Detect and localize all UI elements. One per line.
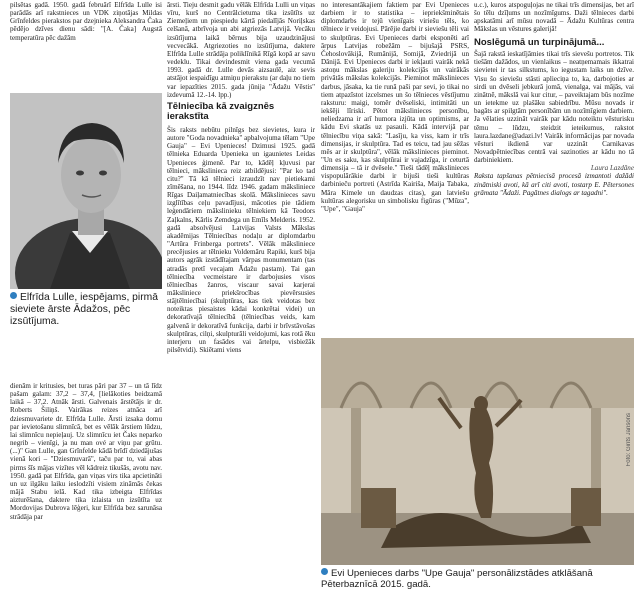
caption-bullet-icon bbox=[321, 568, 328, 575]
paragraph-text: dienām ir kritusies, bet turas pāri par 37 – un tā līdz pašam galam: 37,2 – 37,4, [lielākoties beidzamā laikā – 37,2. Atnāk ārsti. Galvenais ārstētājs ir dr. Roberts Šiliņš. Vairākas reizes atnāca arī dziesmuvariete dr. Elfrīda Lulle. Ārsti izsaka domu par ievietošanu slimnīcā, bet es vēlāk ārstiem lūdzu, lai slimnīcu nepieļauj. Uz slimnīcu iet Čaks neparko negrib – vienīgi, ja nu man ové ar viņu par grūtu. (...)" Gan Lulle, gan Grīnfelde kādā brīdī dziedājušas vienā kori – "Dziesmuvarā", taču par to, vai abas pirms šīs mājas vizītes vēl kādreiz tikušās, avotu nav. 1950. gadā pat Elfrīda, gan viņas virs tika apcietināti un uz ilgāku laiku ieslodzīti visiem zināmās čekas mājā Stabu ielā. Kad tika izbeigta Elfrīdas aizturēšana, daktere tika izlaista un izsūtīta uz Mordovijas Dubrova lēģeri, kur Elfrīda bez sarunāsa strādāja par bbox=[10, 382, 162, 521]
exhibition-hall-illustration bbox=[321, 338, 634, 565]
portrait-illustration bbox=[10, 93, 162, 289]
paragraph-text: ārsti. Tieju desmit gadu vēlāk Elfrīda Lulli un viņas vīru, kurš no Centrālcietuma tika izsūtīts uz Ziemeļiem un piespiedu kārtā piedalījās Noriļskas celšanā, atbrīvoja un abi atgriezās Latvijā. Vecāku izsūtījuma laikā bērnus bija uzaudzinājusi vecvecākā. Atgriezoties no izsūtījuma, daktere Elfrīda Lulle strādāja poliklīnikā Rīgā kopā ar savu vedeklu. Tikai devindesmit viena gada vecumā 1993. gadā dr. Lulle devās aizsaulē, aiz sevis atstājot iespaidīgu atmiņu pierakstu (ar daļu no tiem var iepazīties 2015. gada jūnija "Ādažu Vēstis" izdevumā 12.-14. lpp.) bbox=[167, 1, 315, 99]
paragraph-text: pilsētas gadā. 1950. gadā februārī Elfrīda Lulle isi parādās arī rakstnieces un VDK ziņotājas Mildas Grīnfeldes pierakstos par dzejnieka Aleksandra Čaka pēdējo dzīves dienu sādi: "[A. Čaka] Augstā temperatūra pēc dažām bbox=[10, 1, 162, 42]
paragraph-text: u.c.), kuros atspoguļojas ne tikai trīs dimensijas, bet arī šo tēlu dzīļums un nozīmīgums. Daži tēlnieces darbi apskatāmi arī mūsu novadā – Ādažu Kultūras centra Mākslas un vēstures galerijā! bbox=[474, 1, 634, 34]
exhibition-photo-upe-gauja bbox=[321, 338, 634, 565]
article-column-1-bottom bbox=[10, 382, 162, 597]
portrait-photo-elfrida-lulle bbox=[10, 93, 162, 289]
portrait-caption bbox=[10, 292, 162, 328]
sources-note: Raksta tapšanas pētniecisā procesā izmantoti dažādi zinātniski avoti, kā arī citi avoti, tostarp E. Pētersones grāmata "Ādaži. Pagātnes dialogs ar tagadni". bbox=[474, 172, 634, 197]
exhibition-caption bbox=[321, 568, 634, 590]
photo-credit: Foto: Gints Jansons bbox=[626, 413, 632, 467]
author-byline: Laura Lazdāne bbox=[590, 164, 634, 173]
exhibition-caption-text: Evi Upenieces darbs "Upe Gauja" personālizstādes atklāšanā Pēterbaznīcā 2015. gadā. bbox=[321, 568, 593, 590]
paragraph-text: no interesantākajiem faktiem par Evi Upenieces darbiem ir to statistika – iepriekšminētais diplomdarbs ir tejū vienīgais viriešu tēls, ko tēlniece ir veidojusi. Pārējie darbi ir sieviešu tēli vai to skulptūras. Evi Upenieces darbi eksponēti arī ārpus Latvijas robežām – bijušajā PSRS, Čehoslovākijā, Rumānijā, Somijā, Zviedrijā un Dānijā. Evi Upenieces darbi ir iekļauti vairāk nekā astoņu mākslas galeriju kolekcijās un vairākās privātās mākslas kolekcijās. Pieminot mākslinieces darbus, jāsaka, ka tie runā paši par sevi, jo tikai no tiem atpazīstot izcelsmes un šo tēlnieces vēstījumu raksturu: maigi, tomēr dvēseliski, intimitāti un iekšēji līriski. Pētot mākslinieces personību, neliedzama ir arī humora izjūta un optimisms, ar kādu Evi skatās uz pasauli. Kādā intervijā par tēlniecību viņa sakā: "Lasīju, ka viss, kam ir trīs dimensijas, ir skulptūra. Tad es teicu, tad jau sēžas mēs ar ir skulptūra", vēlāk mākslinieces pieminot. "Un es saku, kas skulptūrai ir vajadzīga, ir ceturtā dimensija – tā ir dvēsele." Tieši tādēļ mākslinieces vispopulārākie darbi ir bijuši tieši kultūras darbinieču portreti (Astrīda Kairiša, Maija Tabaka, Māra Kimele un daudzas citas), gan latviešu kultūras alegorisku un simbolisku figūras ("Mūza", "Upe", "Gauja" bbox=[321, 1, 469, 213]
section-heading-conclusion: Noslēgumā un turpinājumā... bbox=[474, 36, 605, 48]
paragraph-text: Šis raksts nebūtu pilnīgs bez sievietes, kura ir autore "Goda novadnieka" apbalvojuma tēlam "Upe Gauja" – Evi Upenieces! Dzimusi 1925. gadā tēlnieka Eduarda Upenieka un igaunietes Leidas Upenieces ģimenē. Par to, kādēļ kļuvusi par tēlnieci, mākslinieca reiz atbildējusi: "Par ko tad citu?" Tā kā tēlnieci izraudzīt nav pietiekami zīmēšana, no 1944. līdz 1946. gadam māksliniece Rīgas Daiļamatniecības skolā. Mākslinieces savu izglītības ceļu pavadījusi, mācoties pie tādiem leģendāriem mākslinieku tēlniekiem kā Teodors Zaļkalns, Kārlis Zemdega un Emīls Melderis. 1952. gadā absolvējusi Latvijas Valsts Mākslas akadēmijas Tēlniecības nodaļu ar diplomdarbu "Artūra Frinberga portrets". Vēlāk māksliniece precējusies ar tēlnieku Voldemāru Rapiki, kurš bija autors agrāk izstādītajam vārpas monumentam (tas atradās pretī vecajam Ādažu pastam). Tai gan tēlniecība vecmeistare ir darbojusies visos tēlniecības žanros, viscaur savai karjerai māksliniece priekšrocības pievērsusies stājtēlniecībai (skulptūras, kas tiek veidotas bez noteiktas piesaistes kādai konkrētai videi) un dekoratīvajā tēlniecībā (tēlniecības veids, kam galvenā ir dekoratīvā funkcija, darbi ir brīvstāvošas skulptūras, cilņi, skulpturāli veidojumi, kas rotā ēku interjeru un fasādes vai ārtelpu, visbiežāk pilsētvidi). Skiētami viens bbox=[167, 125, 315, 355]
paragraph-text: Šajā rakstā ieskatījāmies tikai trīs sievešu portretos. Tik tiešām dažādos, un vienlaikus – neatņemamais ikkatrai sievietei ir tas silkstums, ko iegustam laiks un dzīve. Visu šo sieviešu stāsti aplieciņa to, ka, darbojoties ar sirdi un dvēseli jebkurā jomā, vienalga, vai mājās, vai zinātnē, mākslā vai kur citur, – paveiktajam būs nozīme un ietekme uz plašāku sabiedrību. Mūsu novads ir bagāts ar spilgtām personībām un nozīmīgiem darbiem. Ja vēlaties uzzināt vairāk par kādu noteiktu vēsturisku tēmu – lūdzu, steidzit ieteikumus, rakstot laura.lazdane@adazi.lv! Vairāk informācijas par novada vēsturi ikdienā var uzzināt Carnikavas Novadpētniecības centrā vai sazinoties ar kādu no tā darbiniekiem. bbox=[474, 50, 634, 165]
article-column-3 bbox=[321, 1, 469, 351]
caption-bullet-icon bbox=[10, 292, 17, 299]
article-column-4 bbox=[474, 1, 634, 301]
portrait-caption-text: Elfrīda Lulle, iespējams, pirmā sieviete ārste Ādažos, pēc izsūtījuma. bbox=[10, 292, 158, 327]
article-column-2 bbox=[167, 1, 315, 591]
section-heading-sculpture: Tēlniecība kā zvaigznēs ierakstīta bbox=[167, 100, 275, 123]
article-column-1-top bbox=[10, 1, 162, 81]
